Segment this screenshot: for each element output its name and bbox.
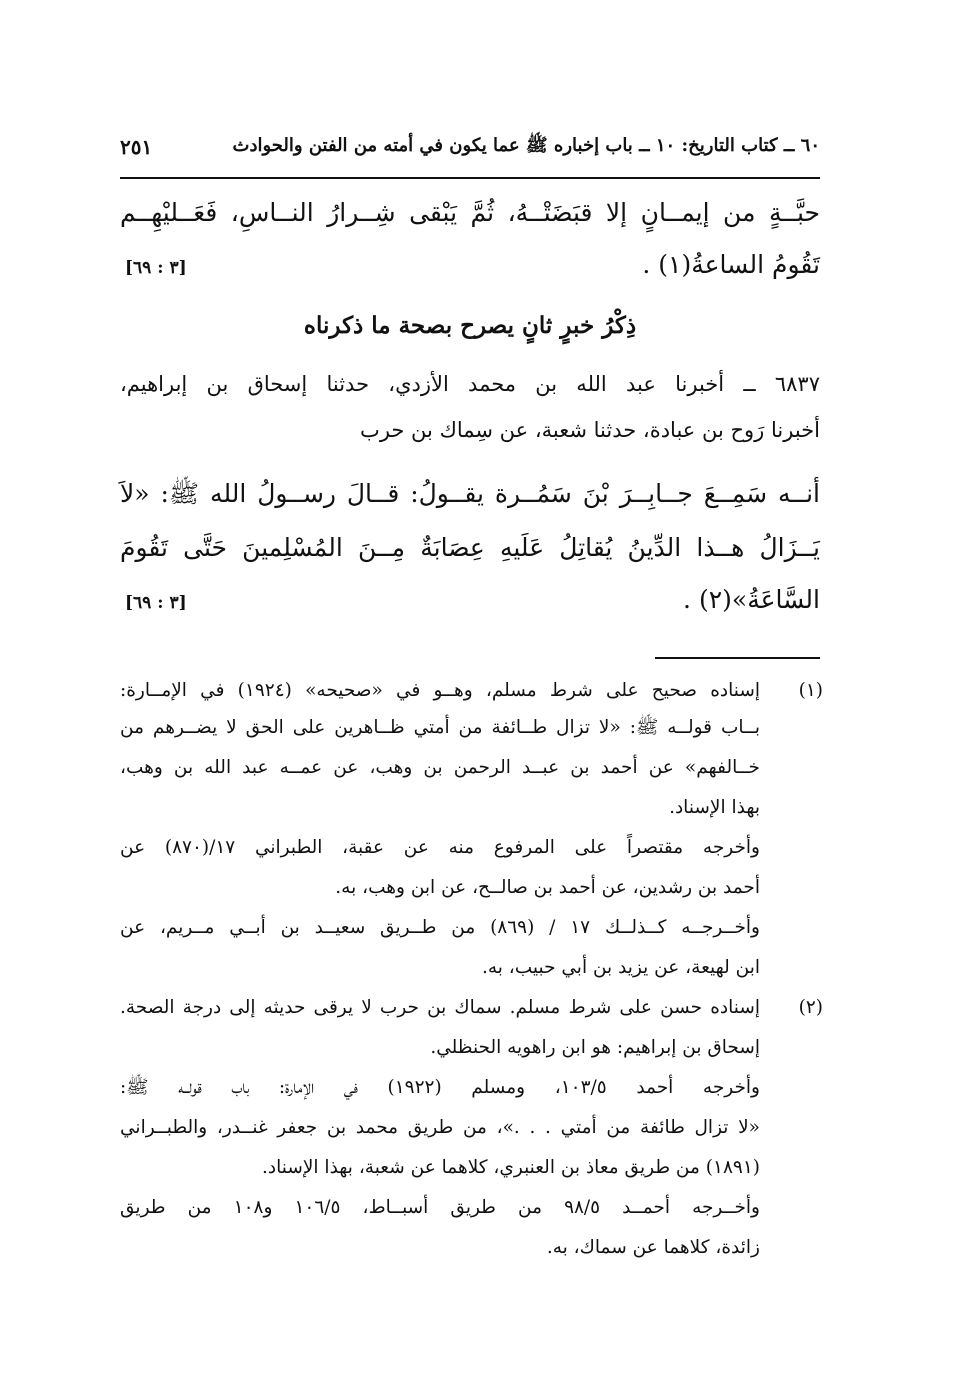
continuation-line-1: حبَّــةٍ من إيمــانٍ إلا قبَضَتْــهُ، ثُمَّ يَبْقى شِــرارُ النــاسِ، فَعَــليْهِــم bbox=[120, 198, 820, 227]
footnote-1-line-2: بــاب قولــه ﷺ: «لا تزال طــائفة من أمتي ظــاهرين على الحق لا يضــرهم من bbox=[120, 717, 760, 738]
header-title: ٦٠ ــ كتاب التاريخ: ١٠ ــ باب إخباره ﷺ عما يكون في أمته من الفتن والحوادث bbox=[232, 135, 820, 156]
footnote-1-line-8: ابن لهيعة، عن يزيد بن أبي حبيب، به. bbox=[481, 957, 760, 978]
footnote-1-number: (١) bbox=[798, 680, 823, 701]
footnote-1-line-7: وأخــرجــه كــذلــك ١٧ / (٨٦٩) من طــريق سعيــد بن أبــي مــريم، عن bbox=[120, 917, 760, 938]
section-heading: ذِكْرُ خبرٍ ثانٍ يصرح بصحة ما ذكرناه bbox=[303, 312, 637, 339]
footnote-1-line-6: أحمد بن رشدين، عن أحمد بن صالــح، عن ابن وهب، به. bbox=[335, 877, 760, 898]
footnote-2-line-2: إسحاق بن إبراهيم: هو ابن راهويه الحنظلي. bbox=[430, 1037, 760, 1058]
isnad-line-1: ٦٨٣٧ ــ أخبرنا عبد الله بن محمد الأزدي، حدثنا إسحاق بن إبراهيم، bbox=[120, 372, 820, 396]
running-header bbox=[120, 132, 820, 162]
footnote-2-line-1: إسناده حسن على شرط مسلم. سماك بن حرب لا يرقى حديثه إلى درجة الصحة. bbox=[120, 997, 760, 1018]
footnote-1-line-4: بهذا الإسناد. bbox=[669, 797, 760, 818]
isnad-line-2: أخبرنا رَوح بن عبادة، حدثنا شعبة، عن سِماك بن حرب bbox=[360, 418, 820, 442]
footnote-1-line-3: خــالفهم» عن أحمد بن عبــد الرحمن بن وهب، عن عمــه عبد الله بن وهب، bbox=[120, 757, 760, 778]
citation-2: [٣ : ٦٩] bbox=[125, 593, 187, 613]
header-rule bbox=[120, 177, 820, 179]
footnote-2-line-5: (١٨٩١) من طريق معاذ بن العنبري، كلاهما عن شعبة، بهذا الإسناد. bbox=[262, 1157, 760, 1178]
footnote-2-line-7: زائدة، كلاهما عن سماك، به. bbox=[546, 1237, 760, 1258]
footnote-rule bbox=[655, 657, 820, 659]
footnote-2-line-6: وأخــرجه أحمــد ٩٨/٥ من طريق أسبــاط، ١٠٦/٥ و١٠٨ من طريق bbox=[120, 1197, 760, 1218]
citation-1: [٣ : ٦٩] bbox=[125, 258, 187, 278]
footnote-2-line-3: وأخرجه أحمد ١٠٣/٥، ومسلم (١٩٢٢) في الإمارة: باب قولــه ﷺ: bbox=[120, 1077, 760, 1098]
footnote-1-line-1: إسناده صحيح على شرط مسلم، وهــو في «صحيحه» (١٩٢٤) في الإمــارة: bbox=[120, 680, 760, 701]
footnote-1-line-5: وأخرجه مقتصراً على المرفوع منه عن عقبة، الطبراني ١٧/(٨٧٠) عن bbox=[120, 837, 760, 858]
matn-line-2: يَــزَالُ هــذا الدِّينُ يُقاتِلُ عَلَيهِ عِصَابَةٌ مِــنَ المُسْلِمينَ حَتَّى تَقُومَ bbox=[120, 533, 820, 562]
matn-line-1: أنــه سَمِــعَ جــابِــرَ بْنَ سَمُــرة يقــولُ: قــالَ رســولُ الله ﷺ: «لاَ bbox=[120, 479, 820, 508]
footnote-2-line-4: «لا تزال طائفة من أمتي . . .»، من طريق محمد بن جعفر غنــدر، والطبــراني bbox=[120, 1117, 760, 1138]
page-number: ٢٥١ bbox=[120, 135, 153, 159]
continuation-line-2: تَقُومُ الساعةُ(١) . bbox=[642, 250, 820, 279]
matn-line-3: السَّاعَةُ»(٢) . bbox=[683, 585, 820, 614]
footnote-2-number: (٢) bbox=[798, 997, 823, 1018]
